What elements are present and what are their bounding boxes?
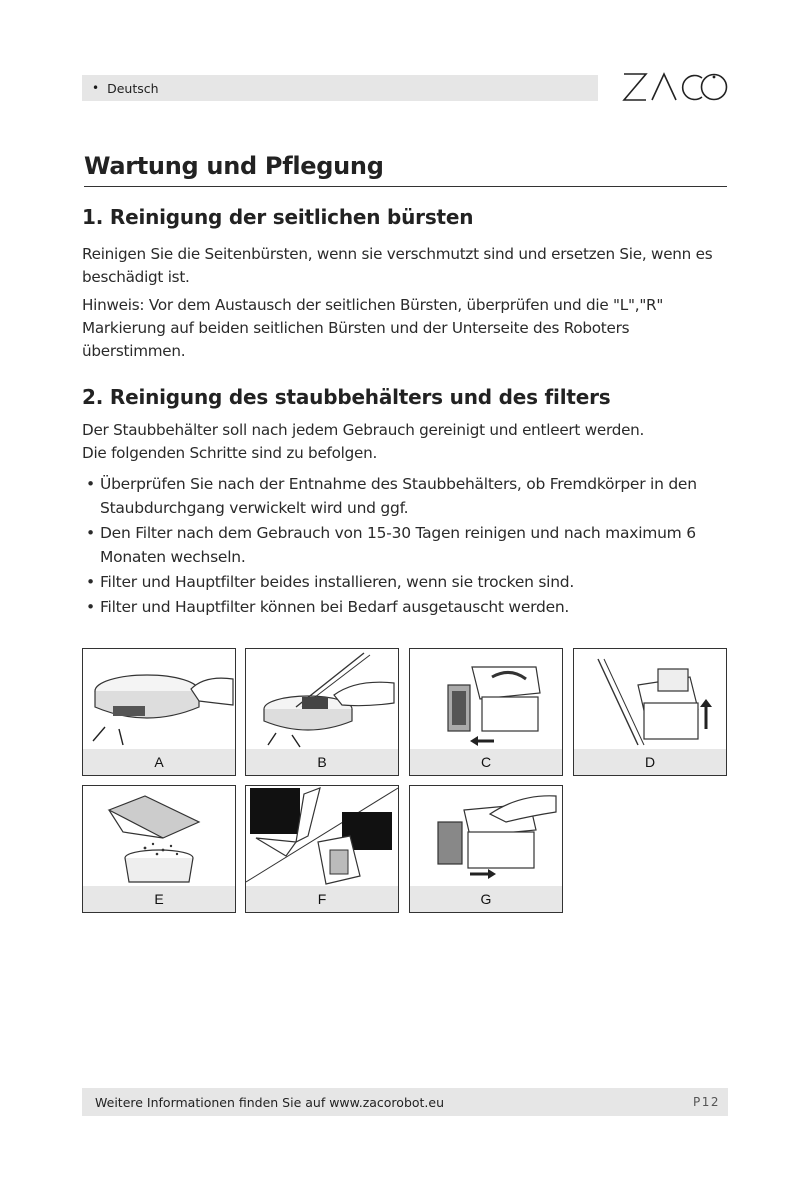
figure-caption: D <box>574 749 726 775</box>
page-number: P12 <box>692 1095 720 1109</box>
bullet-dot: • <box>86 573 95 591</box>
bullet-dot: • <box>86 475 95 493</box>
footer-info-text: Weitere Informationen finden Sie auf www.zacorobot.eu <box>95 1094 445 1110</box>
list-item <box>86 521 731 569</box>
figure-g <box>409 785 563 913</box>
cleaning-steps-list <box>86 472 731 620</box>
insert-filter-illustration <box>410 786 562 886</box>
section1-note: Hinweis: Vor dem Austausch der seitlichen Bürsten, überprüfen und die "L","R" Markierung auf beiden seitlichen Bürsten und der Unterseite des Roboters überstimmen. <box>82 296 664 360</box>
language-bullet: • <box>92 81 100 95</box>
section1-paragraph-1: Reinigen Sie die Seitenbürsten, wenn sie verschmutzt sind und ersetzen Sie, wenn es beschädigt ist. <box>82 245 713 286</box>
empty-dustbin-illustration <box>83 786 235 886</box>
figure-b <box>245 648 399 776</box>
figure-e <box>82 785 236 913</box>
bullet-dot: • <box>86 524 95 542</box>
figure-caption: C <box>410 749 562 775</box>
page-title: Wartung und Pflegung <box>84 152 384 180</box>
robot-brush-illustration <box>246 649 398 749</box>
list-item-text: Filter und Hauptfilter beides installieren, wenn sie trocken sind. <box>100 573 575 591</box>
figure-caption: B <box>246 749 398 775</box>
figure-caption: F <box>246 886 398 912</box>
language-bar <box>82 75 598 101</box>
list-item <box>86 570 731 594</box>
figure-caption: A <box>83 749 235 775</box>
dustbin-filter-illustration <box>574 649 726 749</box>
title-underline <box>84 186 727 187</box>
list-item <box>86 595 731 619</box>
section2-heading: 2. Reinigung des staubbehälters und des filters <box>82 385 611 409</box>
robot-wipe-illustration <box>83 649 235 749</box>
figure-c <box>409 648 563 776</box>
filter-replace-illustration <box>246 786 398 886</box>
figure-caption: E <box>83 886 235 912</box>
section2-intro: Der Staubbehälter soll nach jedem Gebrauch gereinigt und entleert werden. Die folgenden Schritte sind zu befolgen. <box>82 421 645 462</box>
figure-caption: G <box>410 886 562 912</box>
bullet-dot: • <box>86 598 95 616</box>
figure-a <box>82 648 236 776</box>
list-item-text: Filter und Hauptfilter können bei Bedarf ausgetauscht werden. <box>100 598 570 616</box>
figure-f <box>245 785 399 913</box>
list-item-text: Überprüfen Sie nach der Entnahme des Staubbehälters, ob Fremdkörper in den Staubdurchgang verwickelt wird und ggf. <box>100 475 697 517</box>
list-item-text: Den Filter nach dem Gebrauch von 15-30 Tagen reinigen und nach maximum 6 Monaten wechseln. <box>100 524 696 566</box>
figure-d <box>573 648 727 776</box>
language-label: Deutsch <box>107 80 159 96</box>
list-item <box>86 472 731 520</box>
zaco-logo <box>622 70 728 104</box>
dustbin-open-illustration <box>410 649 562 749</box>
section1-heading: 1. Reinigung der seitlichen bürsten <box>82 205 474 229</box>
footer-bar <box>82 1088 728 1116</box>
